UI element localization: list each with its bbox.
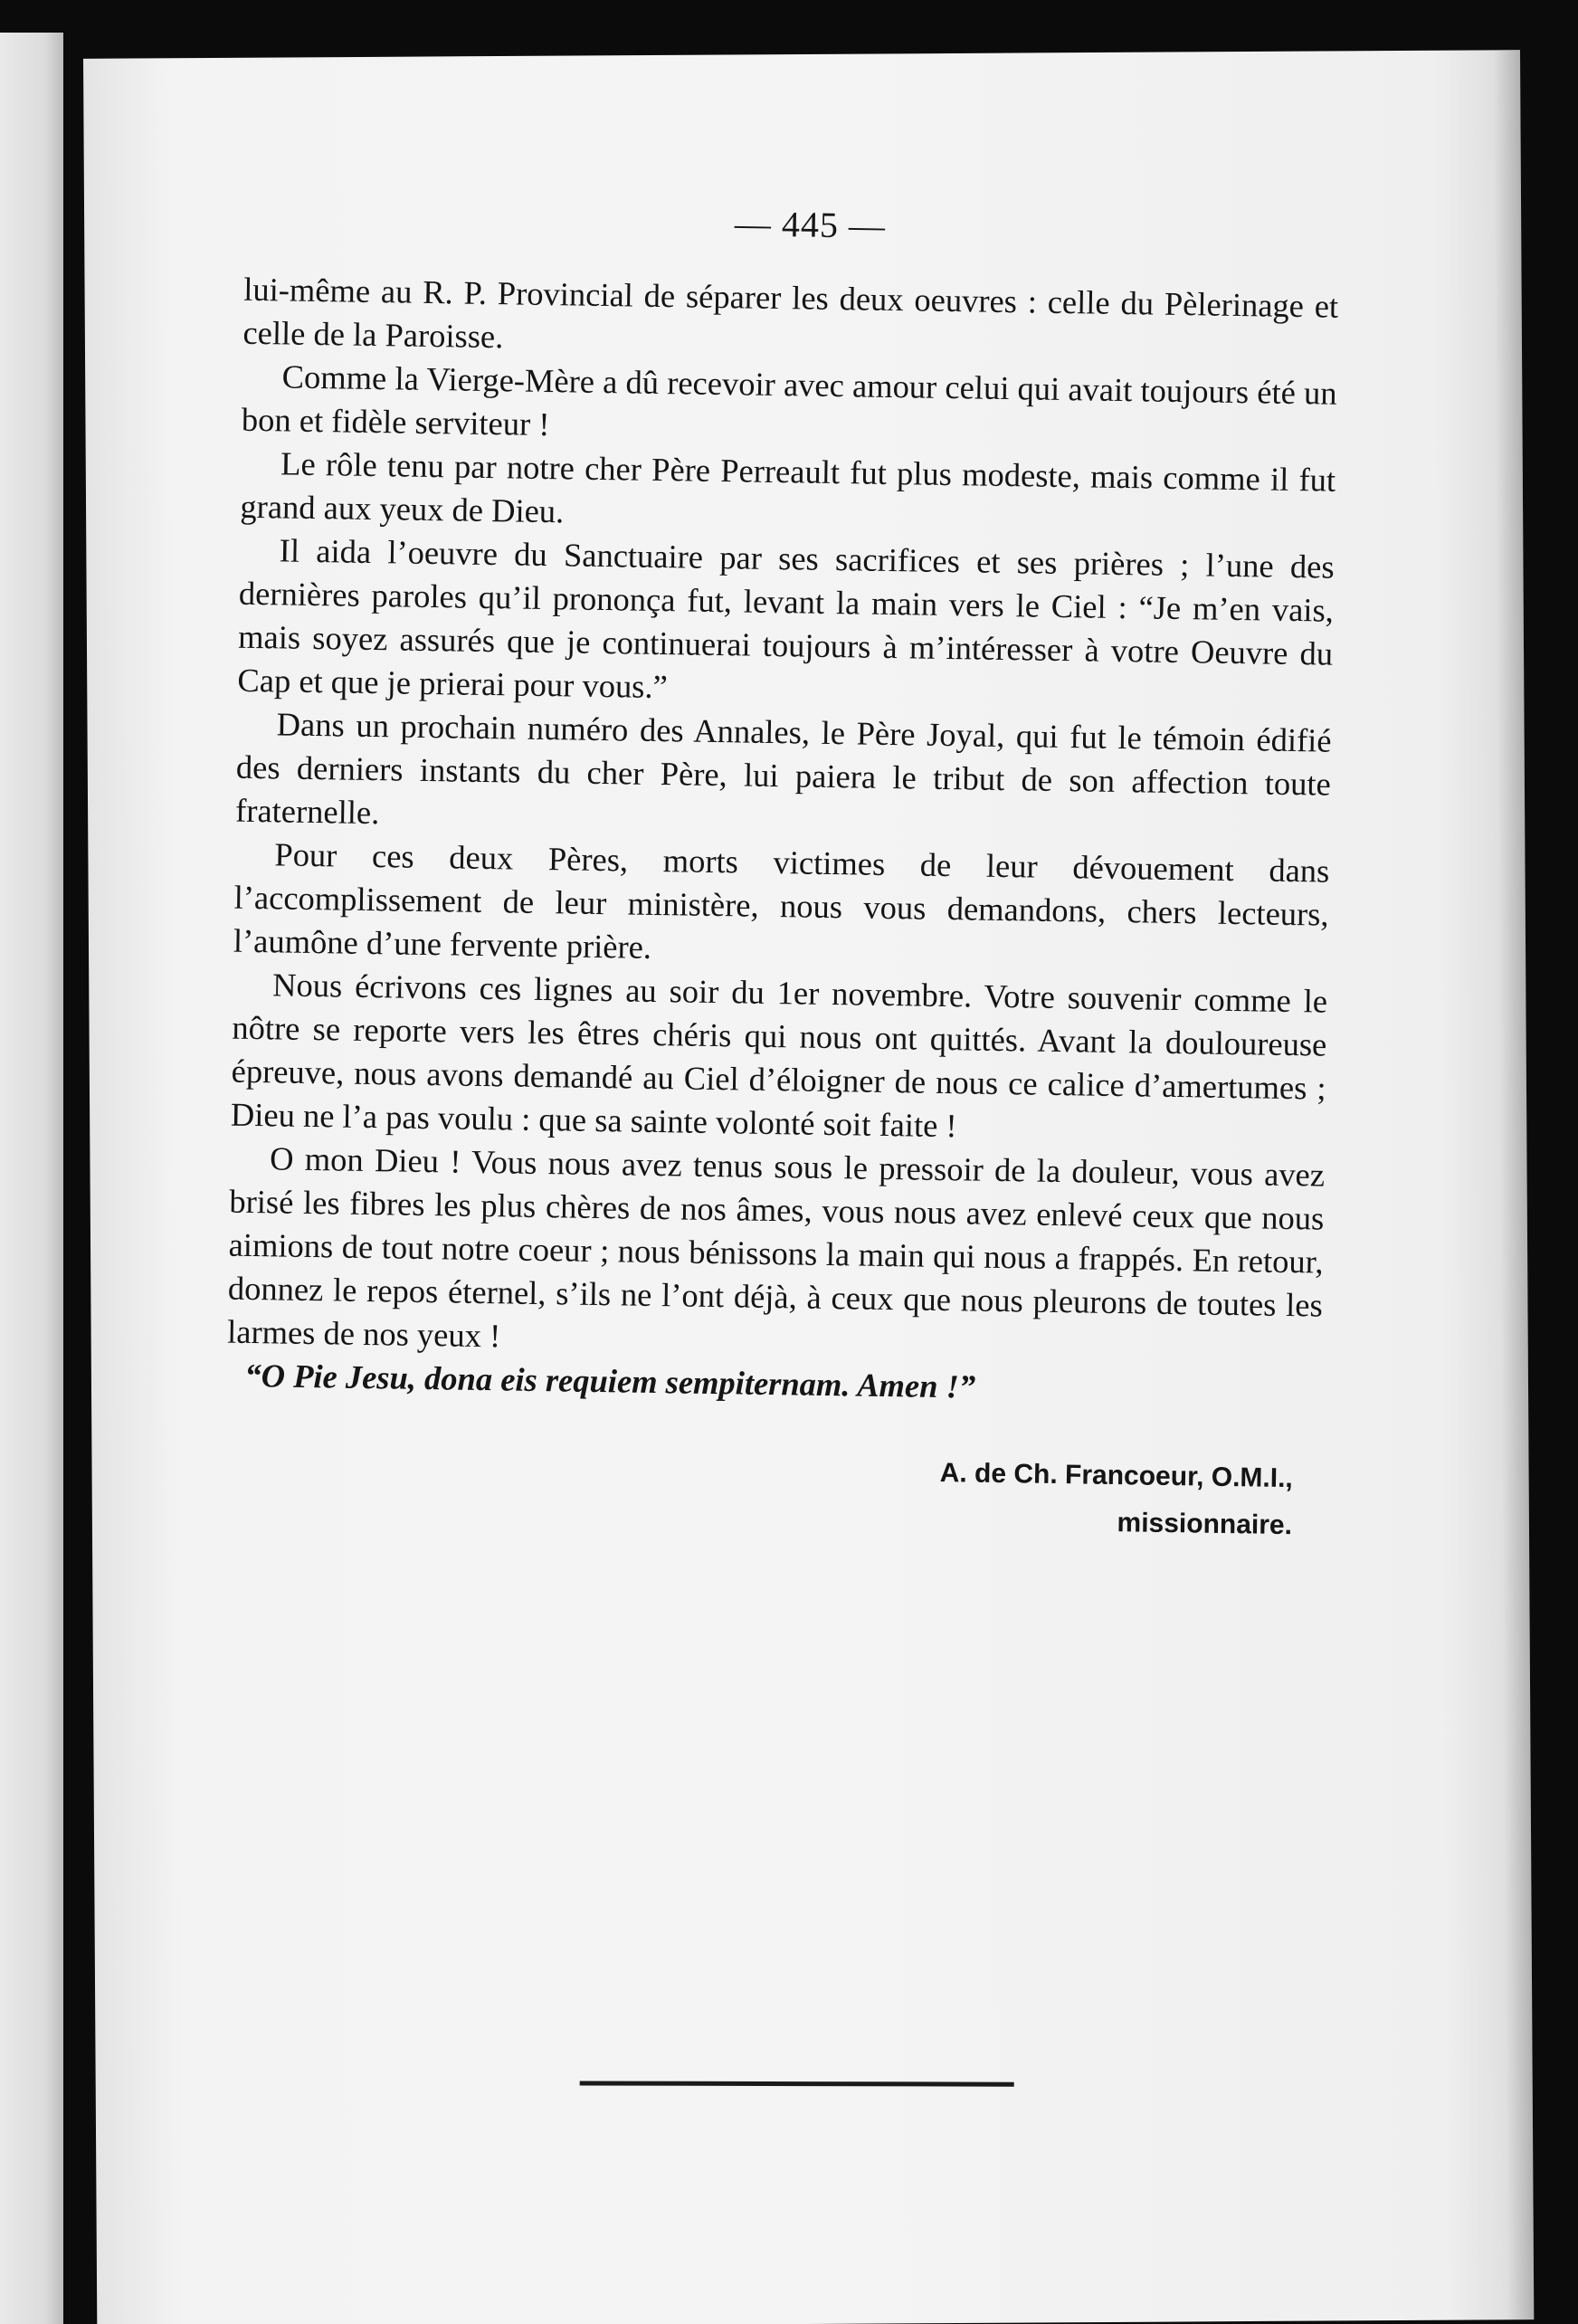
- paragraph-1: lui-même au R. P. Provincial de séparer les deux oeuvres : celle du Pèlerinage et celle de la Paroisse.: [242, 270, 1339, 356]
- paragraph-4: Il aida l’oeuvre du Sanctuaire par ses sacrifices et ses prières ; l’une des dernières paroles qu’il prononça fut, levant la main vers le Ciel : “Je m’en vais, mais soyez assurés que je continuerai toujours à m’intéresser à votre Oeuvre du Cap et que je prierai pour vous.”: [237, 531, 1335, 706]
- paragraph-2: Comme la Vierge-Mère a dû recevoir avec amour celui qui avait toujours été un bon et fidèle serviteur !: [241, 357, 1337, 443]
- end-rule: [580, 2081, 1014, 2086]
- page-number: — 445 —: [734, 203, 887, 246]
- paragraph-8: O mon Dieu ! Vous nous avez tenus sous le pressoir de la douleur, vous avez brisé les fibres les plus chères de nos âmes, vous nous avez enlevé ceux que nous aimions de tout notre coeur ; nous bénissons la main qui nous a frappés. En retour, donnez le repos éternel, s’ils ne l’ont déjà, à ceux que nous pleurons de toutes les larmes de nos yeux !: [226, 1139, 1326, 1355]
- text-block: [224, 194, 1340, 1550]
- latin-quote: “O Pie Jesu, dona eis requiem sempiternam. Amen !”: [244, 1356, 976, 1405]
- signature-name: A. de Ch. Francoeur, O.M.I.,: [939, 1457, 1294, 1494]
- paragraph-3: Le rôle tenu par notre cher Père Perreault fut plus modeste, mais comme il fut grand aux yeux de Dieu.: [240, 444, 1336, 530]
- signature-role: missionnaire.: [1117, 1508, 1293, 1541]
- paragraph-6: Pour ces deux Pères, morts victimes de leur dévouement dans l’accomplissement de leur ministère, nous vous demandons, chers lecteurs, l’aumône d’une fervente prière.: [233, 835, 1330, 966]
- document-page: [83, 50, 1534, 2324]
- paragraph-5: Dans un prochain numéro des Annales, le Père Joyal, qui fut le témoin édifié des derniers instants du cher Père, lui paiera le tribut de son affection toute fraternelle.: [234, 705, 1332, 832]
- previous-page-edge: [0, 33, 63, 2324]
- paragraph-7: Nous écrivons ces lignes au soir du 1er novembre. Votre souvenir comme le nôtre se reporte vers les êtres chéris qui nous ont quittés. Avant la douloureuse épreuve, nous avons demandé au Ciel d’éloigner de nous ce calice d’amertumes ; Dieu ne l’a pas voulu : que sa sainte volonté soit faite !: [230, 966, 1328, 1145]
- page-gutter-shadow: [1493, 50, 1534, 2319]
- signature-block: [224, 1439, 1320, 1550]
